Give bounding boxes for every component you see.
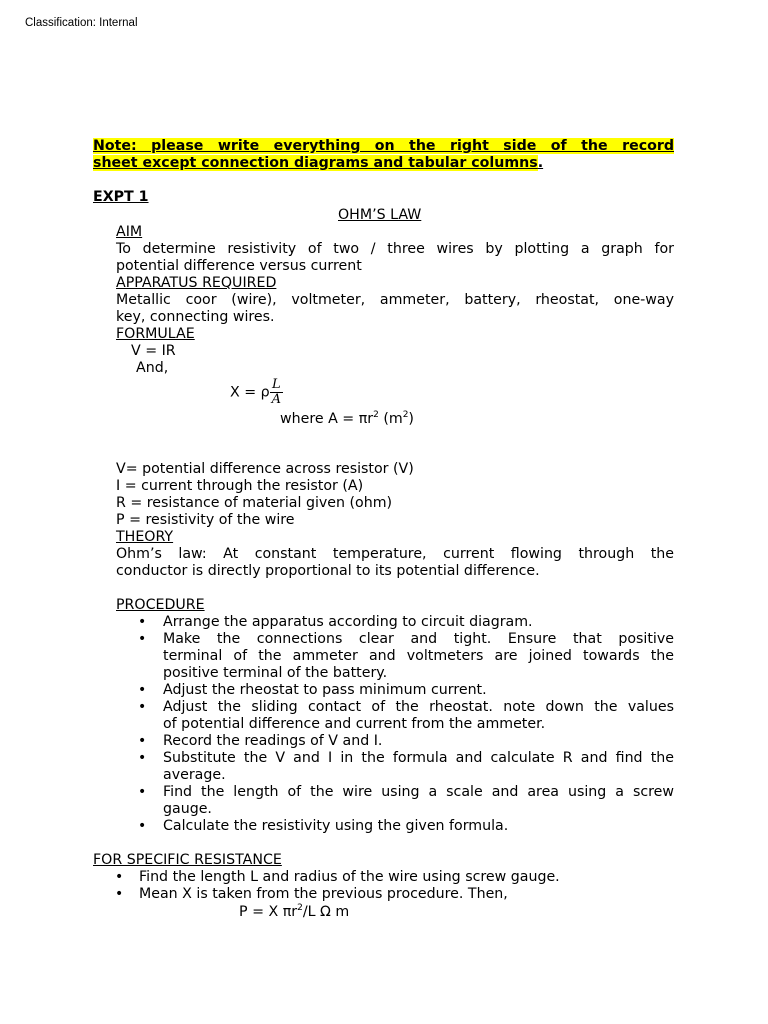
- theory-heading: THEORY: [116, 529, 174, 545]
- procedure-item-line: Record the readings of V and I.: [163, 733, 383, 749]
- classification-label: Classification: Internal: [25, 17, 138, 29]
- aim-line-1: To determine resistivity of two / three wires by plotting a graph for: [116, 241, 674, 257]
- aim-heading: AIM: [116, 224, 143, 240]
- formula-and: And,: [136, 360, 169, 376]
- procedure-item: [116, 784, 674, 818]
- note-line-2: sheet except connection diagrams and tabular columns: [93, 155, 538, 171]
- procedure-item-line: positive terminal of the battery.: [163, 665, 388, 681]
- bullet-icon: •: [138, 818, 147, 834]
- specific-resistance-list: [93, 869, 674, 903]
- specific-resistance-heading: FOR SPECIFIC RESISTANCE: [93, 852, 282, 868]
- procedure-item-line: Find the length of the wire using a scale and area using a screw: [163, 784, 674, 800]
- fraction-numerator: L: [270, 378, 283, 393]
- bullet-icon: •: [138, 631, 147, 647]
- formula-where: where $A = \pi r^2$ $(m^2)$: [280, 410, 414, 427]
- bullet-icon: •: [138, 614, 147, 630]
- formula-vir: V = IR: [131, 343, 176, 359]
- procedure-item-line: average.: [163, 767, 226, 783]
- aim-line-2: potential difference versus current: [116, 258, 362, 274]
- formula-x: [230, 378, 283, 407]
- specific-item: [93, 869, 674, 886]
- specific-item: [93, 886, 674, 903]
- procedure-item-line: Make the connections clear and tight. Ensure that positive: [163, 631, 674, 647]
- procedure-item-line: terminal of the ammeter and voltmeters are joined towards the: [163, 648, 674, 664]
- procedure-item: [116, 750, 674, 784]
- bullet-icon: •: [138, 682, 147, 698]
- specific-formula: P = X $\pi r^2/L$ Ω m: [239, 903, 350, 920]
- procedure-item-line: Substitute the V and I in the formula and calculate R and find the: [163, 750, 674, 766]
- note-banner: [93, 138, 674, 172]
- procedure-item-line: Adjust the sliding contact of the rheostat. note down the values: [163, 699, 674, 715]
- expt-title: OHM’S LAW: [338, 207, 422, 223]
- formula-x-fraction: [270, 378, 283, 407]
- bullet-icon: •: [115, 886, 124, 902]
- procedure-item: [116, 733, 674, 750]
- procedure-list: [116, 614, 674, 835]
- definition-v: V= potential difference across resistor (V): [116, 461, 414, 477]
- procedure-item-line: Calculate the resistivity using the given formula.: [163, 818, 509, 834]
- procedure-item-line: gauge.: [163, 801, 212, 817]
- procedure-item-line: of potential difference and current from the ammeter.: [163, 716, 546, 732]
- specific-item-text: Find the length L and radius of the wire using screw gauge.: [139, 869, 560, 885]
- bullet-icon: •: [138, 733, 147, 749]
- procedure-item-line: Adjust the rheostat to pass minimum current.: [163, 682, 487, 698]
- procedure-item: [116, 699, 674, 733]
- definition-i: I = current through the resistor (A): [116, 478, 364, 494]
- bullet-icon: •: [115, 869, 124, 885]
- specific-item-text: Mean X is taken from the previous procedure. Then,: [139, 886, 508, 902]
- procedure-item: [116, 614, 674, 631]
- note-line-1: Note: please write everything on the right side of the record: [93, 138, 674, 154]
- procedure-item: [116, 631, 674, 682]
- bullet-icon: •: [138, 699, 147, 715]
- apparatus-line-1: Metallic coor (wire), voltmeter, ammeter, battery, rheostat, one-way: [116, 292, 674, 308]
- fraction-denominator: A: [271, 392, 282, 407]
- procedure-heading: PROCEDURE: [116, 597, 205, 613]
- definition-r: R = resistance of material given (ohm): [116, 495, 393, 511]
- procedure-item-line: Arrange the apparatus according to circuit diagram.: [163, 614, 533, 630]
- formula-x-prefix: X = ρ: [230, 384, 270, 401]
- apparatus-heading: APPARATUS REQUIRED: [116, 275, 277, 291]
- definition-p: P = resistivity of the wire: [116, 512, 295, 528]
- note-line-2-end: .: [537, 155, 544, 171]
- expt-number: EXPT 1: [93, 189, 149, 205]
- bullet-icon: •: [138, 784, 147, 800]
- apparatus-line-2: key, connecting wires.: [116, 309, 275, 325]
- theory-line-2: conductor is directly proportional to its potential difference.: [116, 563, 540, 579]
- bullet-icon: •: [138, 750, 147, 766]
- procedure-item: [116, 682, 674, 699]
- formulae-heading: FORMULAE: [116, 326, 195, 342]
- procedure-item: [116, 818, 674, 835]
- theory-line-1: Ohm’s law: At constant temperature, current flowing through the: [116, 546, 674, 562]
